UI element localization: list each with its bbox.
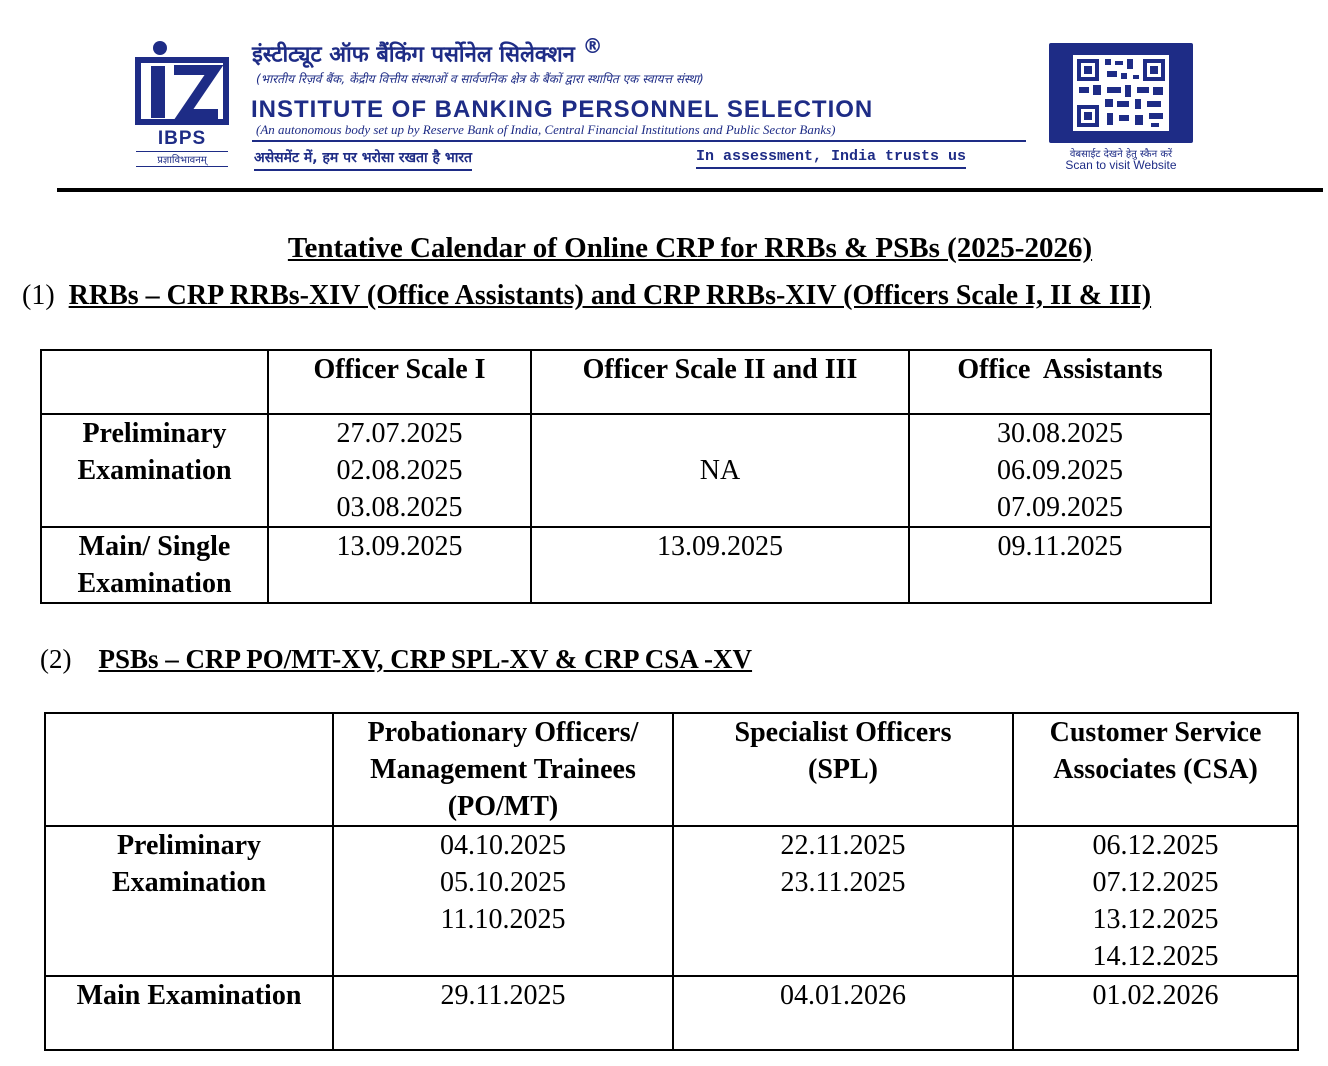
- header-english-name: INSTITUTE OF BANKING PERSONNEL SELECTION: [251, 96, 874, 123]
- date-cell: 04.10.2025 05.10.2025 11.10.2025: [333, 826, 673, 976]
- date-cell: NA: [531, 414, 909, 527]
- header-hindi-name: इंस्टीट्यूट ऑफ बैंकिंग पर्सोनेल सिलेक्शन ®: [252, 34, 603, 68]
- column-header: Specialist Officers (SPL): [673, 713, 1013, 826]
- table-header-blank: [41, 350, 268, 414]
- column-header: Probationary Officers/ Management Trainees (PO/MT): [333, 713, 673, 826]
- tagline-hindi: असेसमेंट में, हम पर भरोसा रखता है भारत: [254, 148, 472, 171]
- row-label: Preliminary Examination: [41, 414, 268, 527]
- page-divider: [57, 188, 1323, 192]
- section1-title: RRBs – CRP RRBs-XIV (Office Assistants) and CRP RRBs-XIV (Officers Scale I, II & III): [68, 280, 1152, 311]
- table-row: [45, 826, 1298, 976]
- table-header-row: [41, 350, 1211, 414]
- table-header-blank: [45, 713, 333, 826]
- header-english-subtitle: (An autonomous body set up by Reserve Bank of India, Central Financial Institutions and Public Sector Banks): [256, 122, 836, 137]
- document-title: Tentative Calendar of Online CRP for RRBs & PSBs (2025-2026): [287, 232, 1093, 264]
- section2-title: PSBs – CRP PO/MT-XV, CRP SPL-XV & CRP CSA -XV: [98, 644, 753, 674]
- table-row: [45, 976, 1298, 1050]
- table-row: [41, 527, 1211, 603]
- table-row: [41, 414, 1211, 527]
- column-header: Officer Scale II and III: [531, 350, 909, 414]
- header-divider: [252, 140, 1026, 142]
- section1-heading: [22, 280, 1151, 312]
- row-label: Main Examination: [45, 976, 333, 1050]
- logo-motto: प्रज्ञाविभावनम्: [136, 151, 228, 167]
- date-cell: 29.11.2025: [333, 976, 673, 1050]
- logo-text: IBPS: [157, 128, 207, 149]
- column-header: Customer Service Associates (CSA): [1013, 713, 1298, 826]
- date-cell: 09.11.2025: [909, 527, 1211, 603]
- qr-caption-hindi: वेबसाईट देखने हेतु स्कैन करें: [1069, 149, 1173, 160]
- section2-number: (2): [40, 644, 72, 674]
- date-cell: 30.08.2025 06.09.2025 07.09.2025: [909, 414, 1211, 527]
- tagline-english: In assessment, India trusts us: [696, 148, 966, 169]
- column-header: Officer Scale I: [268, 350, 531, 414]
- qr-code[interactable]: [1049, 43, 1193, 143]
- date-cell: 01.02.2026: [1013, 976, 1298, 1050]
- section1-number: (1): [22, 280, 55, 311]
- date-cell: 06.12.2025 07.12.2025 13.12.2025 14.12.2025: [1013, 826, 1298, 976]
- date-cell: 22.11.2025 23.11.2025: [673, 826, 1013, 976]
- date-cell: 13.09.2025: [531, 527, 909, 603]
- ibps-emblem-icon: [134, 40, 230, 128]
- registered-mark: ®: [582, 34, 603, 58]
- row-label: Main/ Single Examination: [41, 527, 268, 603]
- column-header: Office Assistants: [909, 350, 1211, 414]
- qr-caption-english: Scan to visit Website: [1065, 158, 1177, 172]
- table-header-row: [45, 713, 1298, 826]
- date-cell: 04.01.2026: [673, 976, 1013, 1050]
- date-cell: 27.07.2025 02.08.2025 03.08.2025: [268, 414, 531, 527]
- header-hindi-subtitle: (भारतीय रिज़र्व बैंक, केंद्रीय वित्तीय संस्थाओं व सार्वजनिक क्षेत्र के बैंकों द्वारा स्थापित एक स्वायत्त संस्था): [256, 72, 704, 86]
- rrb-calendar-table: [40, 349, 1212, 604]
- psb-calendar-table: [44, 712, 1299, 1051]
- qr-code-icon: [1049, 43, 1193, 143]
- section2-heading: [40, 644, 752, 675]
- date-cell: 13.09.2025: [268, 527, 531, 603]
- ibps-logo: [134, 40, 230, 170]
- row-label: Preliminary Examination: [45, 826, 333, 976]
